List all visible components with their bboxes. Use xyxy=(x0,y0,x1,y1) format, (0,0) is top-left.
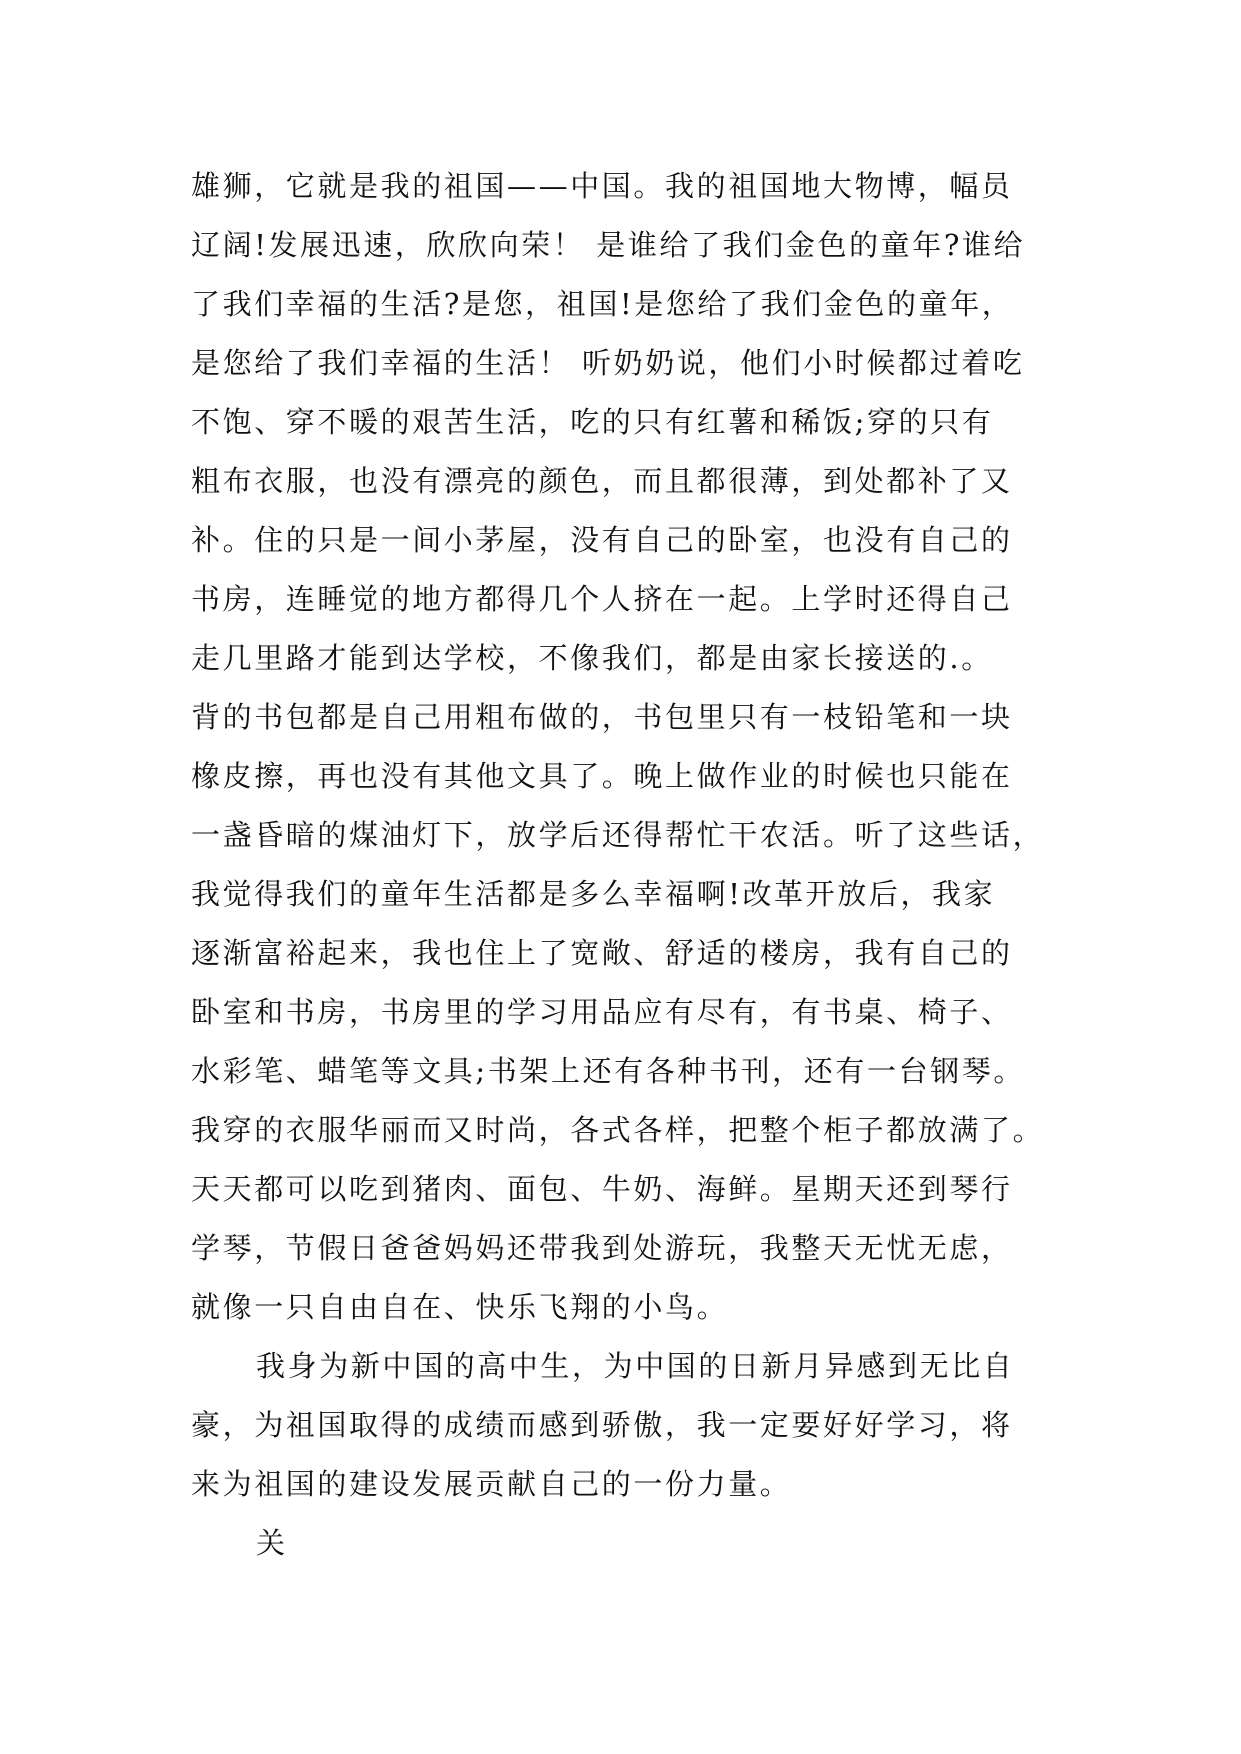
text-line: 就像一只自由自在、快乐飞翔的小鸟。 xyxy=(191,1290,729,1324)
text-line: 橡皮擦，再也没有其他文具了。晚上做作业的时候也只能在 xyxy=(191,759,1013,793)
text-line: 补。住的只是一间小茅屋，没有自己的卧室，也没有自己的 xyxy=(191,523,1013,557)
text-line: 学琴，节假日爸爸妈妈还带我到处游玩，我整天无忧无虑， xyxy=(191,1231,1013,1265)
text-line: 来为祖国的建设发展贡献自己的一份力量。 xyxy=(191,1467,792,1501)
text-line: 不饱、穿不暖的艰苦生活，吃的只有红薯和稀饭;穿的只有 xyxy=(191,405,994,439)
text-line: 雄狮，它就是我的祖国——中国。我的祖国地大物博，幅员 xyxy=(191,169,1013,203)
text-line: 卧室和书房，书房里的学习用品应有尽有，有书桌、椅子、 xyxy=(191,995,1013,1029)
paragraph-start-line: 关 xyxy=(256,1526,288,1560)
text-line: 一盏昏暗的煤油灯下，放学后还得帮忙干农活。听了这些话， xyxy=(191,818,1045,852)
text-line: 书房，连睡觉的地方都得几个人挤在一起。上学时还得自己 xyxy=(191,582,1013,616)
text-line: 粗布衣服，也没有漂亮的颜色，而且都很薄，到处都补了又 xyxy=(191,464,1013,498)
text-line: 走几里路才能到达学校，不像我们，都是由家长接送的.。 xyxy=(191,641,993,675)
text-line: 豪，为祖国取得的成绩而感到骄傲，我一定要好好学习，将 xyxy=(191,1408,1013,1442)
text-line: 我穿的衣服华丽而又时尚，各式各样，把整个柜子都放满了。 xyxy=(191,1113,1045,1147)
text-line: 是您给了我们幸福的生活！ 听奶奶说，他们小时候都过着吃 xyxy=(191,346,1025,380)
text-line: 水彩笔、蜡笔等文具;书架上还有各种书刊，还有一台钢琴。 xyxy=(191,1054,1025,1088)
text-line: 背的书包都是自己用粗布做的，书包里只有一枝铅笔和一块 xyxy=(191,700,1013,734)
body-text xyxy=(191,157,1071,1573)
text-line: 逐渐富裕起来，我也住上了宽敞、舒适的楼房，我有自己的 xyxy=(191,936,1013,970)
text-line: 辽阔!发展迅速，欣欣向荣！ 是谁给了我们金色的童年?谁给 xyxy=(191,228,1026,262)
text-line: 天天都可以吃到猪肉、面包、牛奶、海鲜。星期天还到琴行 xyxy=(191,1172,1013,1206)
text-line: 了我们幸福的生活?是您，祖国!是您给了我们金色的童年， xyxy=(191,287,1014,321)
text-line: 我觉得我们的童年生活都是多么幸福啊!改革开放后，我家 xyxy=(191,877,996,911)
paragraph-start-line: 我身为新中国的高中生，为中国的日新月异感到无比自 xyxy=(256,1349,1015,1383)
